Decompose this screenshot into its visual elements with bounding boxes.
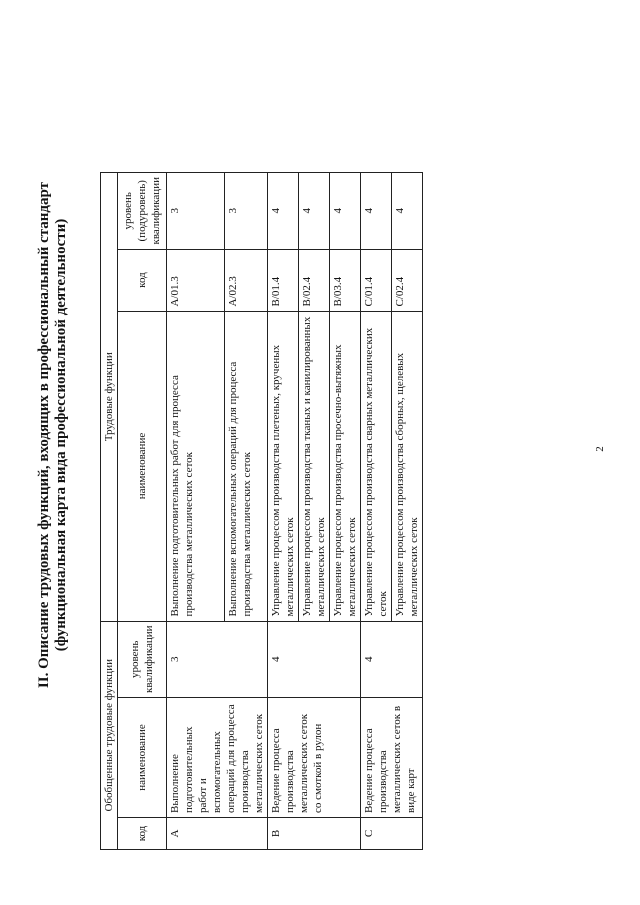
header-function-code: код xyxy=(118,249,167,311)
table-header-row xyxy=(101,173,118,850)
group-level: 3 xyxy=(167,621,268,697)
function-level: 4 xyxy=(361,173,392,249)
function-level: 4 xyxy=(330,173,361,249)
function-code: A/01.3 xyxy=(167,249,225,311)
function-name: Управление процессом производства сварных металлических сеток xyxy=(361,311,392,621)
header-generalized: Обобщенные трудовые функции xyxy=(101,621,118,849)
group-code: A xyxy=(167,818,268,850)
group-code: B xyxy=(268,818,361,850)
function-level: 4 xyxy=(299,173,330,249)
group-level: 4 xyxy=(268,621,361,697)
group-name: Ведение процесса производства металлических сеток в виде карт xyxy=(361,698,423,818)
function-code: B/03.4 xyxy=(330,249,361,311)
header-function-level: уровень (подуровень) квалификации xyxy=(118,173,167,249)
function-code: C/01.4 xyxy=(361,249,392,311)
table-row xyxy=(361,173,392,850)
function-level: 3 xyxy=(225,173,268,249)
header-functions: Трудовые функции xyxy=(101,173,118,621)
header-function-name: наименование xyxy=(118,311,167,621)
table-header-row xyxy=(118,173,167,850)
function-name: Управление процессом производства просечно-вытяжных металлических сеток xyxy=(330,311,361,621)
function-code: A/02.3 xyxy=(225,249,268,311)
table-row xyxy=(167,173,225,850)
function-name: Управление процессом производства сборных, щелевых металлических сеток xyxy=(392,311,423,621)
function-level: 4 xyxy=(268,173,299,249)
function-name: Управление процессом производства тканых и канилированных металлических сеток xyxy=(299,311,330,621)
function-name: Выполнение вспомогательных операций для процесса производства металлических сеток xyxy=(225,311,268,621)
function-level: 3 xyxy=(167,173,225,249)
table-row xyxy=(268,173,299,850)
header-code: код xyxy=(118,818,167,850)
section-title: II. Описание трудовых функций, входящих в профессиональный стандарт xyxy=(36,181,52,689)
group-code: C xyxy=(361,818,423,850)
page-number: 2 xyxy=(594,446,606,452)
function-code: C/02.4 xyxy=(392,249,423,311)
function-code: B/02.4 xyxy=(299,249,330,311)
function-name: Выполнение подготовительных работ для процесса производства металлических сеток xyxy=(167,311,225,621)
function-level: 4 xyxy=(392,173,423,249)
section-subtitle: (функциональная карта вида профессиональной деятельности) xyxy=(53,218,69,652)
header-name: наименование xyxy=(118,698,167,818)
functional-map-table xyxy=(100,172,423,850)
header-level: уровень квалификации xyxy=(118,621,167,697)
group-level: 4 xyxy=(361,621,423,697)
function-name: Управление процессом производства плетеных, крученых металлических сеток xyxy=(268,311,299,621)
function-code: B/01.4 xyxy=(268,249,299,311)
group-name: Выполнение подготовительных работ и вспомогательных операций для процесса производства металлических сеток xyxy=(167,698,268,818)
group-name: Ведение процесса производства металлических сеток со смоткой в рулон xyxy=(268,698,361,818)
